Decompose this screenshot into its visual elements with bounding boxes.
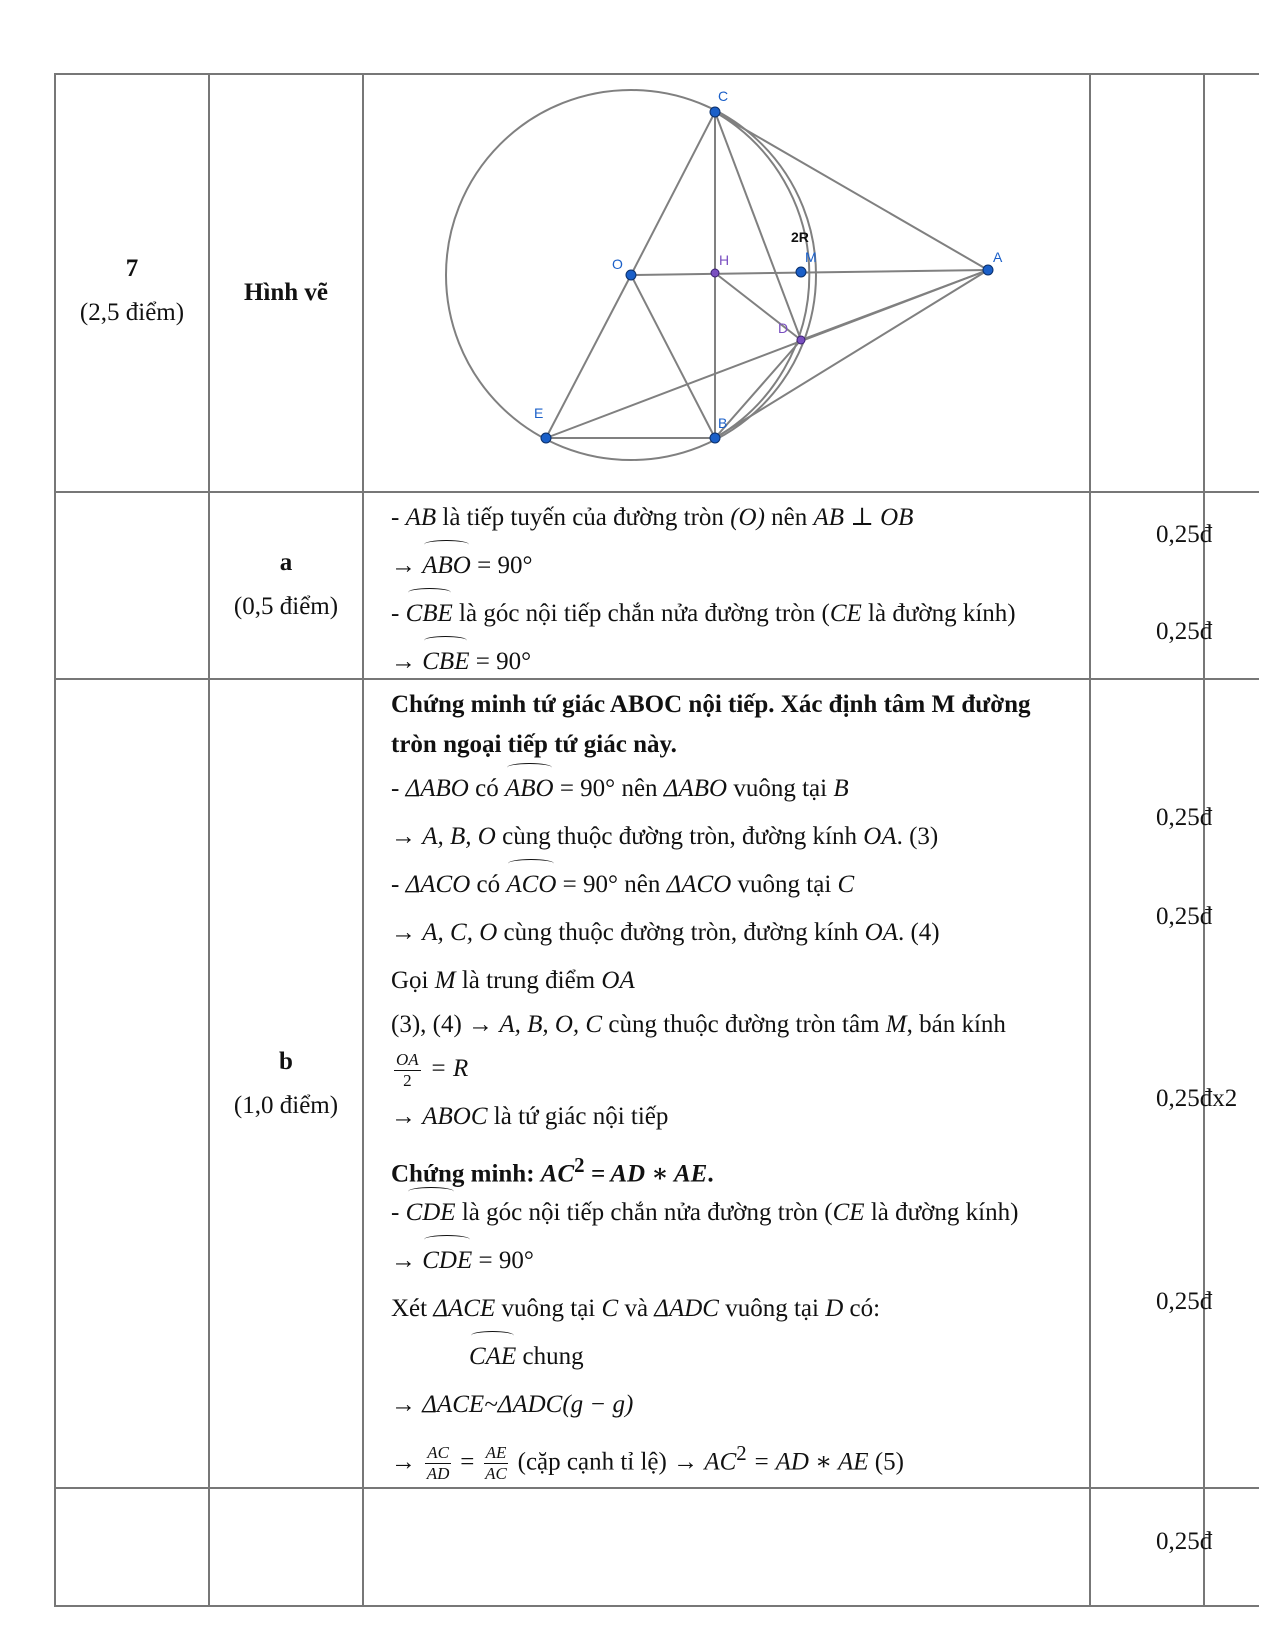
point-D [797, 336, 805, 344]
angle: CBE [422, 638, 469, 686]
label-D: D [778, 320, 789, 336]
text: vuông tại [727, 775, 834, 802]
math: A, B, O, C [499, 1011, 603, 1038]
part-b-heading-2 [391, 1141, 1031, 1189]
text: Xét [391, 1295, 434, 1322]
segment-BA [715, 270, 988, 438]
arrow: → [391, 552, 423, 579]
text: là trung điểm [455, 967, 602, 994]
part-b-score-2: 0,25đ [1156, 903, 1213, 930]
math: CE [832, 1199, 865, 1226]
part-a-score-1: 0,25đ [1156, 521, 1213, 548]
superscript: 2 [736, 1441, 747, 1465]
numerator: AE [485, 1443, 507, 1463]
text: (3), (4) → [391, 1011, 500, 1038]
math: D [825, 1295, 844, 1322]
point-C [710, 107, 720, 117]
part-a-content [391, 494, 1016, 686]
text: là tiếp tuyến của đường tròn [436, 504, 731, 531]
point-H [711, 269, 719, 277]
math: A, B, O [422, 823, 496, 850]
text: và [618, 1295, 655, 1322]
part-a-line-3 [391, 590, 1016, 638]
text: cùng thuộc đường tròn tâm [602, 1011, 886, 1038]
label-E: E [534, 405, 544, 421]
label-A: A [993, 249, 1003, 265]
part-b-label-cell [208, 1040, 364, 1128]
part-a-points: (0,5 điểm) [233, 593, 339, 620]
text: có: [843, 1295, 881, 1322]
part-b-line-5 [391, 957, 1031, 1005]
math: AB ⊥ OB [813, 504, 914, 531]
part-b-line-12 [391, 1333, 1031, 1381]
math: C [837, 871, 855, 898]
part-b-heading-1b: tròn ngoại tiếp tứ giác này. [391, 731, 677, 758]
angle: ABO [422, 542, 471, 590]
numerator: OA [396, 1049, 419, 1069]
part-b-label: b [279, 1048, 293, 1075]
point-A [983, 265, 993, 275]
part-b-score-3: 0,25đx2 [1156, 1085, 1238, 1112]
point-M [796, 267, 806, 277]
label-H: H [719, 252, 730, 268]
angle: CBE [406, 590, 453, 638]
angle: ABO [505, 765, 554, 813]
text: - [391, 600, 406, 627]
math: A, C, O [422, 919, 498, 946]
text: . (3) [896, 823, 939, 850]
question-number: 7 [125, 255, 139, 282]
segment-OE [546, 275, 631, 438]
text: Gọi [391, 967, 435, 994]
math: ΔADC [654, 1295, 719, 1322]
part-a-line-4 [391, 638, 1016, 686]
text: là đường kính) [861, 600, 1016, 627]
arrow: → [391, 648, 423, 675]
part-a-label: a [279, 549, 293, 576]
text: - [391, 871, 406, 898]
math: OA [864, 919, 898, 946]
math: AC [704, 1448, 737, 1476]
angle: ACO [506, 861, 556, 909]
arrow: → [391, 1247, 423, 1274]
denominator: AC [485, 1464, 507, 1484]
text: . [707, 1160, 714, 1188]
math: C [601, 1295, 619, 1322]
segment-CO [631, 112, 715, 275]
part-b-line-2 [391, 813, 1031, 861]
math: ΔABO [405, 775, 469, 802]
point-E [541, 433, 551, 443]
math: ΔABO [663, 775, 728, 802]
text: là góc nội tiếp chắn nửa đường tròn ( [452, 600, 830, 627]
text: (5) [868, 1448, 904, 1476]
part-b-line-1 [391, 765, 1031, 813]
part-b-line-7 [391, 1045, 1031, 1093]
math: (O) [730, 504, 765, 531]
part-b-score-1: 0,25đ [1156, 804, 1213, 831]
arrow: → [391, 919, 423, 946]
part-a-line-2 [391, 542, 1016, 590]
fraction-oa-2 [394, 1050, 421, 1091]
part-b-line-14 [391, 1429, 1031, 1484]
math: M [434, 967, 456, 994]
part-b-line-10 [391, 1237, 1031, 1285]
part-b-line-8 [391, 1093, 1031, 1141]
part-b-line-4 [391, 909, 1031, 957]
math: B [833, 775, 849, 802]
arrow: → [391, 823, 423, 850]
text: có [470, 871, 507, 898]
math: = [453, 1448, 481, 1476]
arrow: → [391, 1448, 423, 1476]
text: , bán kính [906, 1011, 1006, 1038]
angle: CDE [406, 1189, 456, 1237]
math: = 90° [553, 775, 616, 802]
text: có [468, 775, 505, 802]
math: = 90° [469, 648, 532, 675]
math: OA [863, 823, 897, 850]
math: ΔACE~ΔADC(g − g) [422, 1391, 634, 1418]
text: nên [764, 504, 814, 531]
arrow: → [391, 1391, 423, 1418]
part-a-score-2: 0,25đ [1156, 618, 1213, 645]
text: cùng thuộc đường tròn, đường kính [497, 919, 865, 946]
math: = R [423, 1055, 469, 1082]
text: - [391, 1199, 406, 1226]
part-b-heading-1: Chứng minh tứ giác ABOC nội tiếp. Xác định tâm M đường [391, 691, 1031, 718]
part-b-line-11 [391, 1285, 1031, 1333]
part-b-line-9 [391, 1189, 1031, 1237]
math: AC [540, 1160, 575, 1188]
math: = AD ∗ AE [746, 1448, 869, 1476]
math: AB [405, 504, 437, 531]
text: là tứ giác nội tiếp [487, 1103, 669, 1130]
segment-DA [801, 270, 988, 340]
text: vuông tại [495, 1295, 602, 1322]
numerator: AC [427, 1443, 449, 1463]
text: chung [516, 1343, 584, 1370]
fraction-ac-ad [425, 1443, 451, 1484]
point-B [710, 433, 720, 443]
segment-OB [631, 275, 715, 438]
math: ΔACO [405, 871, 471, 898]
question-points: (2,5 điểm) [79, 299, 185, 326]
part-b-score-4: 0,25đ [1156, 1288, 1213, 1315]
math: = 90° [472, 1247, 534, 1274]
text: - [391, 775, 406, 802]
part-a-label-cell [208, 541, 364, 629]
arrow: → [391, 1103, 423, 1130]
fraction-ae-ac [484, 1443, 509, 1484]
text: nên [617, 871, 667, 898]
text: vuông tại [731, 871, 838, 898]
math: ΔACE [433, 1295, 496, 1322]
denominator: AD [426, 1464, 450, 1484]
text: - [391, 504, 406, 531]
text: nên [615, 775, 664, 802]
part-b-content [391, 685, 1031, 1484]
math: CE [829, 600, 862, 627]
segment-BD [715, 340, 801, 438]
text: cùng thuộc đường tròn, đường kính [495, 823, 864, 850]
angle: CAE [469, 1333, 516, 1381]
text: vuông tại [718, 1295, 826, 1322]
label-2R: 2R [791, 229, 809, 245]
math: ΔACO [666, 871, 732, 898]
text: Chứng minh: [391, 1160, 541, 1188]
math: = 90° [470, 552, 533, 579]
math: = 90° [556, 871, 618, 898]
text: . (4) [897, 919, 940, 946]
part-b-points: (1,0 điểm) [233, 1092, 339, 1119]
math: = AD ∗ AE [584, 1160, 708, 1188]
point-O [626, 270, 636, 280]
part-b-line-3 [391, 861, 1031, 909]
part-b-line-6 [391, 1005, 1031, 1045]
label-B: B [718, 415, 728, 431]
figure-title: Hình vẽ [243, 279, 329, 306]
part-b-line-13 [391, 1381, 1031, 1429]
math: ABOC [422, 1103, 488, 1130]
label-M: M [805, 249, 817, 265]
label-O: O [612, 256, 623, 272]
part-b-score-5: 0,25đ [1156, 1528, 1213, 1555]
math: M [885, 1011, 907, 1038]
part-a-line-1 [391, 494, 1016, 542]
text: là đường kính) [864, 1199, 1019, 1226]
angle: CDE [422, 1237, 472, 1285]
text: (cặp cạnh tỉ lệ) → [511, 1448, 705, 1476]
math: OA [601, 967, 635, 994]
superscript: 2 [574, 1153, 585, 1177]
denominator: 2 [403, 1070, 412, 1090]
text: là góc nội tiếp chắn nửa đường tròn ( [455, 1199, 833, 1226]
label-C: C [718, 88, 729, 104]
segment-CA [715, 112, 988, 270]
